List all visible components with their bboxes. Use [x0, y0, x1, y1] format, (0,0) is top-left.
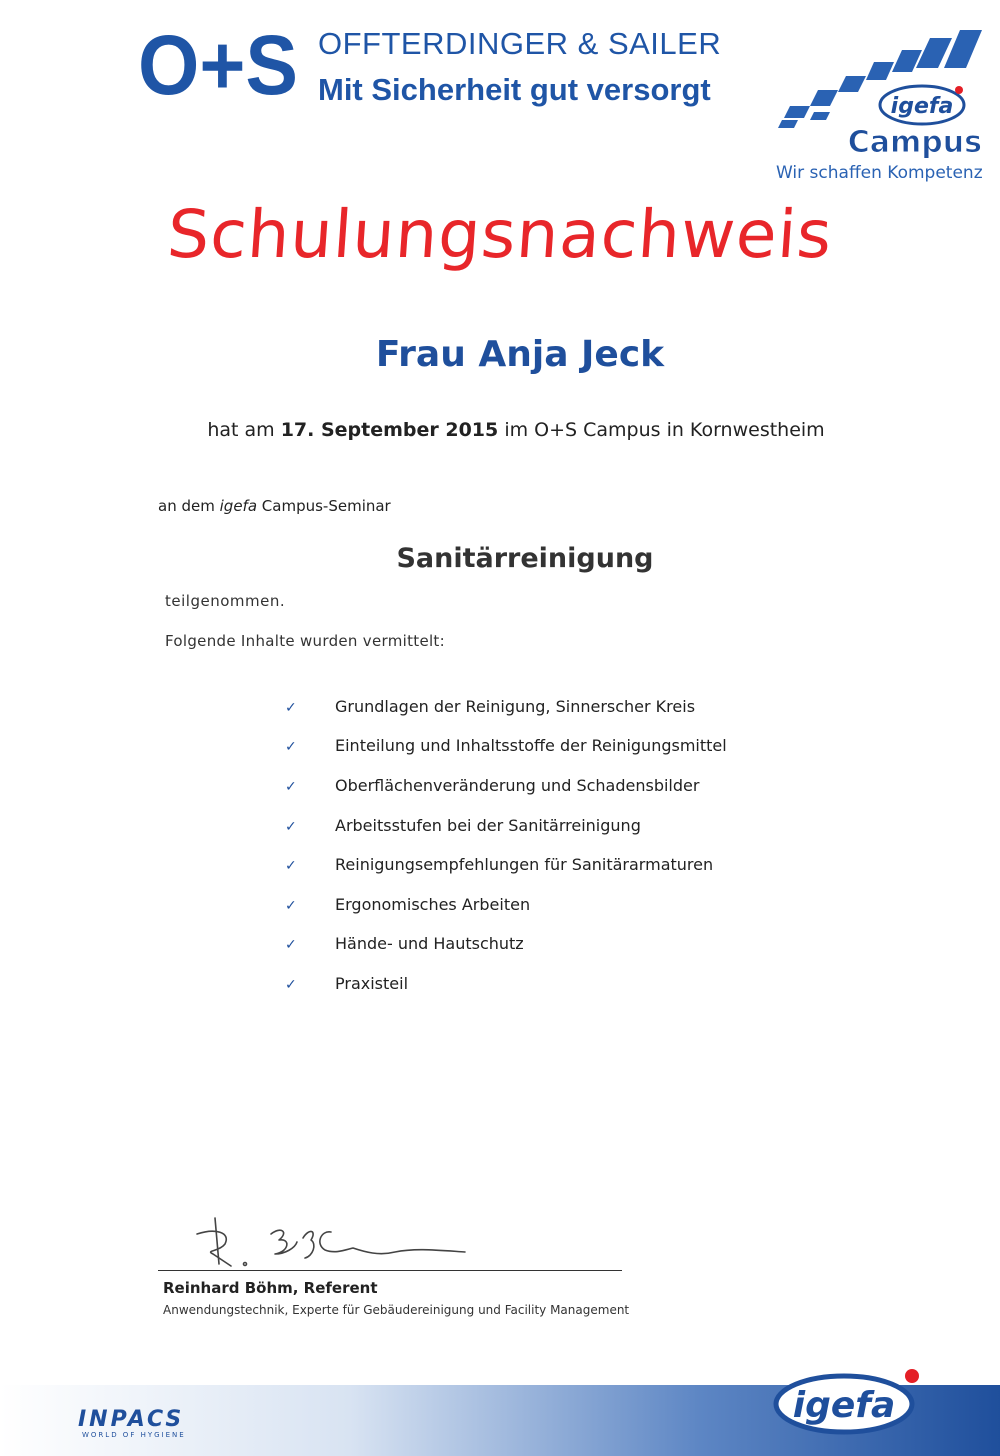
igefa-footer-text: igefa — [792, 1385, 896, 1426]
list-item-label: Praxisteil — [335, 974, 409, 993]
campus-logo-brand: igefa — [890, 94, 954, 119]
list-item-label: Oberflächenveränderung und Schadensbilder — [335, 776, 700, 795]
inpacs-logo: INPACS — [78, 1407, 185, 1432]
checkmark-icon: ✓ — [285, 858, 297, 874]
training-date: 17. September 2015 — [280, 419, 499, 441]
document-title: Schulungsnachweis — [164, 196, 836, 273]
signer-role: Anwendungstechnik, Experte für Gebäudereinigung und Facility Management — [163, 1303, 630, 1317]
date-line — [0, 419, 1000, 441]
list-item-label: Einteilung und Inhaltsstoffe der Reinigungsmittel — [335, 736, 727, 755]
list-item — [285, 895, 530, 919]
contents-heading: Folgende Inhalte wurden vermittelt: — [165, 632, 445, 650]
igefa-campus-logo — [770, 28, 985, 158]
participated-text: teilgenommen. — [165, 592, 286, 610]
checkmark-icon: ✓ — [285, 700, 297, 716]
os-logo-text: O+S — [138, 22, 298, 106]
checkmark-icon: ✓ — [285, 898, 297, 914]
checkmark-icon: ✓ — [285, 779, 297, 795]
handwritten-signature — [185, 1208, 475, 1276]
signer-name: Reinhard Böhm, Referent — [163, 1279, 378, 1297]
seminar-prefix: an dem — [158, 497, 215, 515]
campus-tagline: Wir schaffen Kompetenz — [776, 163, 983, 183]
signature-line — [158, 1270, 622, 1271]
campus-logo-name: Campus — [847, 125, 982, 158]
seminar-name: Sanitärreinigung — [396, 543, 654, 574]
date-prefix: hat am — [207, 419, 275, 441]
list-item — [285, 934, 524, 958]
os-logo — [138, 22, 300, 106]
list-item-label: Reinigungsempfehlungen für Sanitärarmaturen — [335, 855, 714, 874]
checkmark-icon: ✓ — [285, 819, 297, 835]
inpacs-tagline: WORLD OF HYGIENE — [82, 1431, 186, 1439]
list-item — [285, 776, 699, 800]
company-name: OFFTERDINGER & SAILER — [318, 26, 722, 61]
list-item-label: Arbeitsstufen bei der Sanitärreinigung — [335, 816, 641, 835]
checkmark-icon: ✓ — [285, 977, 297, 993]
company-slogan: Mit Sicherheit gut versorgt — [318, 72, 711, 107]
list-item — [285, 697, 695, 721]
seminar-brand: igefa — [219, 497, 258, 515]
list-item-label: Grundlagen der Reinigung, Sinnerscher Kreis — [335, 697, 696, 716]
checkmark-icon: ✓ — [285, 937, 297, 953]
participant-name: Frau Anja Jeck — [375, 334, 665, 375]
seminar-intro — [158, 497, 391, 515]
list-item — [285, 855, 713, 879]
list-item-label: Hände- und Hautschutz — [335, 934, 524, 953]
list-item — [285, 816, 641, 840]
checkmark-icon: ✓ — [285, 739, 297, 755]
list-item — [285, 974, 408, 998]
seminar-type: Campus-Seminar — [261, 497, 391, 515]
list-item — [285, 736, 727, 760]
date-suffix: im O+S Campus in Kornwestheim — [504, 419, 825, 441]
igefa-footer-logo — [772, 1362, 922, 1438]
list-item-label: Ergonomisches Arbeiten — [335, 895, 531, 914]
